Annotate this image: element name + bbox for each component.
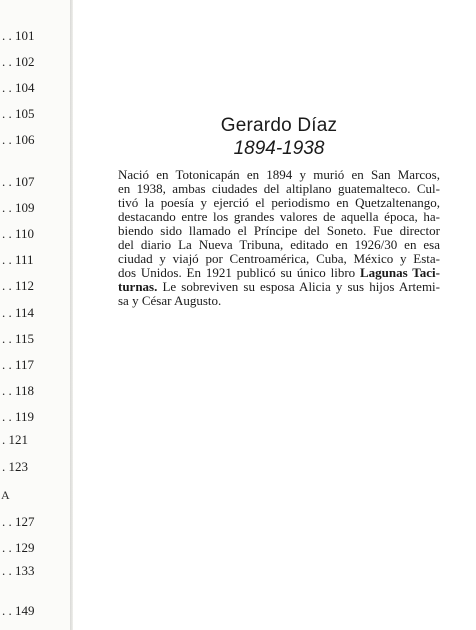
bio-line: destacando entre los grandes valores de aquella época, ha- bbox=[118, 209, 440, 224]
bio-line: Nació en Totonicapán en 1894 y murió en San Marcos, bbox=[118, 167, 440, 182]
toc-page-number: . . 114 bbox=[2, 305, 35, 320]
toc-page-number: . . 117 bbox=[2, 357, 35, 372]
bio-line: del diario La Nueva Tribuna, editado en 1926/30 en esa bbox=[118, 237, 440, 252]
toc-page-number: . . 111 bbox=[2, 252, 34, 267]
bio-line: ciudad y viajó por Centroamérica, Cuba, México y Esta- bbox=[118, 251, 440, 266]
toc-page-number: . 123 bbox=[2, 459, 28, 474]
bio-line: en 1938, ambas ciudades del altiplano guatemalteco. Cul- bbox=[118, 181, 440, 196]
bio-line: tivó la poesía y ejerció el periodismo en Quetzaltenango, bbox=[118, 195, 440, 210]
toc-page-number: . . 127 bbox=[2, 514, 35, 529]
bio-text: Le sobreviven su esposa Alicia y sus hijos Artemi- bbox=[157, 279, 440, 294]
toc-page-number: . . 129 bbox=[2, 540, 35, 555]
previous-page-margin bbox=[0, 0, 70, 630]
stray-letter-mark: A bbox=[1, 488, 10, 502]
toc-page-number: . . 133 bbox=[2, 563, 35, 578]
toc-page-number: . . 118 bbox=[2, 383, 35, 398]
toc-page-number: . . 104 bbox=[2, 80, 35, 95]
bio-text: dos Unidos. En 1921 publicó su único libro bbox=[118, 265, 361, 280]
author-name: Gerardo Díaz bbox=[220, 115, 338, 136]
toc-page-number: . . 149 bbox=[2, 603, 35, 618]
toc-page-number: . . 107 bbox=[2, 174, 35, 189]
toc-page-number: . . 112 bbox=[2, 278, 35, 293]
toc-page-number: . . 109 bbox=[2, 200, 35, 215]
book-gutter bbox=[70, 0, 73, 630]
bio-line bbox=[118, 266, 440, 280]
bio-line bbox=[118, 280, 440, 294]
book-title: turnas. bbox=[118, 279, 158, 294]
bio-line: sa y César Augusto. bbox=[118, 293, 222, 308]
toc-page-number: . . 119 bbox=[2, 409, 35, 424]
toc-page-number: . 121 bbox=[2, 432, 28, 447]
toc-page-number: . . 106 bbox=[2, 132, 35, 147]
book-title: Lagunas Taci- bbox=[360, 265, 440, 280]
bio-line: biendo sido llamado el Príncipe del Soneto. Fue director bbox=[118, 223, 440, 238]
toc-page-number: . . 102 bbox=[2, 54, 35, 69]
toc-page-number: . . 115 bbox=[2, 331, 35, 346]
author-dates: 1894-1938 bbox=[233, 138, 325, 159]
toc-page-number: . . 105 bbox=[2, 106, 35, 121]
toc-page-number: . . 110 bbox=[2, 226, 35, 241]
toc-page-number: . . 101 bbox=[2, 28, 35, 43]
